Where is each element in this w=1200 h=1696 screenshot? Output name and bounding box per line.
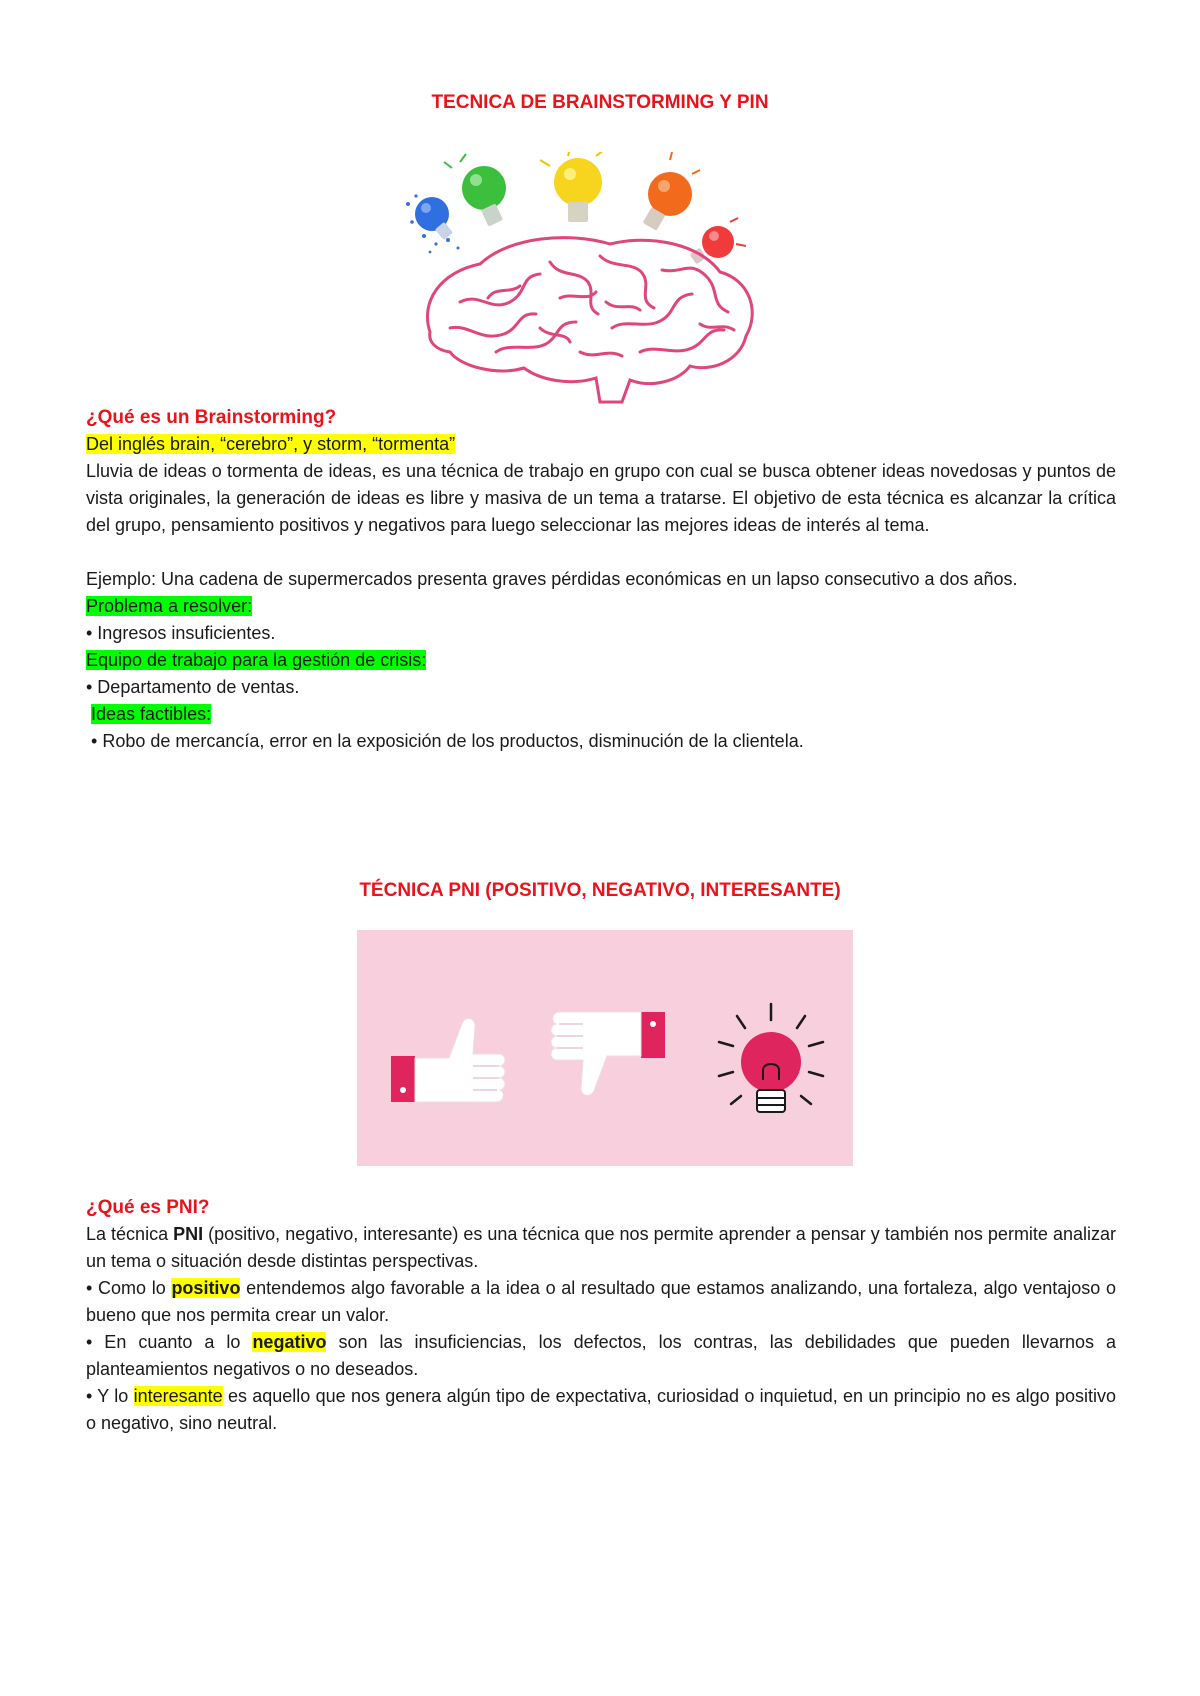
ideas-item: • Robo de mercancía, error en la exposición de los productos, disminución de la clientela. (91, 731, 804, 751)
pni-icons-panel (357, 930, 853, 1166)
pni-title: TÉCNICA PNI (POSITIVO, NEGATIVO, INTERESANTE) (359, 880, 841, 901)
pni-negative: • En cuanto a lo negativo son las insuficiencias, los defectos, los contras, las debilidades que pueden llevarnos a planteamientos negativos o no deseados. (86, 1332, 1116, 1379)
negative-keyword: negativo (252, 1332, 327, 1352)
problem-item: • Ingresos insuficientes. (86, 623, 276, 643)
brainstorming-section (86, 404, 1116, 755)
team-label: Equipo de trabajo para la gestión de crisis: (86, 650, 427, 670)
brain-illustration (427, 238, 752, 402)
document-title: TECNICA DE BRAINSTORMING Y PIN (431, 92, 769, 113)
lightbulb-red-icon (690, 218, 746, 264)
pni-interesting: • Y lo interesante es aquello que nos genera algún tipo de expectativa, curiosidad o inquietud, en un principio no es algo positivo o negativo, sino neutral. (86, 1386, 1116, 1433)
brainstorming-origin: Del inglés brain, “cerebro”, y storm, “tormenta” (86, 434, 456, 454)
problem-label: Problema a resolver: (86, 596, 253, 616)
positive-keyword: positivo (171, 1278, 241, 1298)
pni-acronym: PNI (173, 1224, 204, 1244)
lightbulb-orange-icon (643, 152, 700, 231)
ideas-label: Ideas factibles: (91, 704, 212, 724)
brain-lightbulbs-illustration (400, 152, 810, 412)
interesting-keyword: interesante (133, 1386, 223, 1406)
pni-question: ¿Qué es PNI? (86, 1197, 210, 1218)
pni-section (86, 1194, 1116, 1437)
lightbulb-yellow-icon (540, 152, 604, 222)
brainstorming-example: Ejemplo: Una cadena de supermercados presenta graves pérdidas económicas en un lapso consecutivo a dos años. (86, 569, 1018, 589)
pni-intro: La técnica PNI (positivo, negativo, interesante) es una técnica que nos permite aprender a pensar y también nos permite analizar un tema o situación desde distintas perspectivas. (86, 1224, 1117, 1271)
lightbulb-blue-icon (415, 197, 453, 240)
brainstorming-question: ¿Qué es un Brainstorming? (86, 407, 337, 428)
team-item: • Departamento de ventas. (86, 677, 300, 697)
brainstorming-definition: Lluvia de ideas o tormenta de ideas, es una técnica de trabajo en grupo con cual se busca obtener ideas novedosas y puntos de vista originales, la generación de ideas es libre y masiva de un tema a tratarse. El objetivo de esta técnica es alcanzar la crítica del grupo, pensamiento positivos y negativos para luego seleccionar las mejores ideas de interés al tema. (86, 461, 1116, 535)
lightbulb-green-icon (444, 154, 506, 227)
pni-positive: • Como lo positivo entendemos algo favorable a la idea o al resultado que estamos analizando, una fortaleza, algo ventajoso o bueno que nos permita crear un valor. (86, 1278, 1116, 1325)
